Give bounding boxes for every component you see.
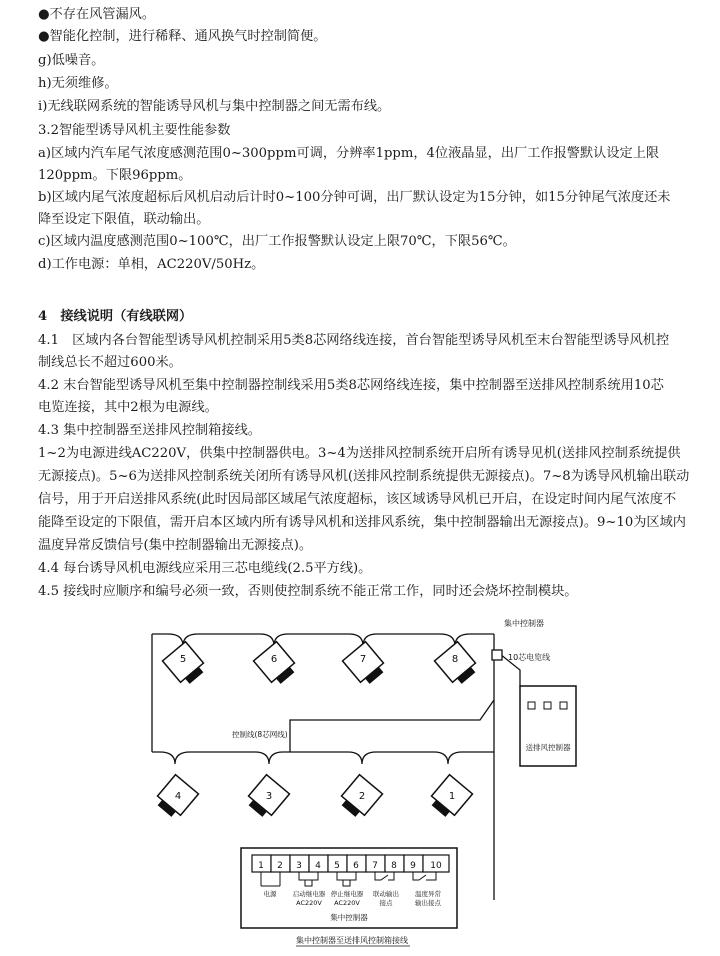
terminal-block [241, 848, 457, 928]
para-4-3-line1: 1~2为电源进线AC220V，供集中控制器供电。3~4为送排风控制系统开启所有诱导见机(送排风控制系统提供 [38, 446, 681, 461]
term-label-link-output: 联动输出 [373, 890, 399, 898]
fan-label: 5 [179, 654, 187, 665]
para-4-5: 4.5 接线时应顺序和编号必须一致，否则使控制系统不能正常工作，同时还会烧坏控制模块。 [38, 584, 578, 599]
cable-label: 10芯电览线 [508, 653, 551, 662]
term-label-temp-output: 输出接点 [415, 899, 441, 907]
para-4-1-line1: 4.1 区域内各台智能型诱导风机控制采用5类8芯网络线连接，首台智能型诱导风机至末台智能型诱导风机控 [38, 333, 670, 348]
para-4-3-line2: 无源接点)。5~6为送排风控制系统关闭所有诱导风机(送排风控制系统提供无源接点)。7~8为诱导风机输出联动 [38, 469, 690, 484]
wiring-diagram [0, 600, 720, 956]
section-3-2-heading: 3.2智能型诱导风机主要性能参数 [38, 123, 231, 138]
param-a-line1: a)区域内汽车尾气浓度感测范围0~300ppm可调，分辨率1ppm，4位液晶显，出厂工作报警默认设定上限 [38, 146, 660, 161]
central-controller-label: 集中控制器 [504, 619, 544, 628]
para-4-2-line1: 4.2 末台智能型诱导风机至集中控制器控制线采用5类8芯网络线连接，集中控制器至送排风控制系统用10芯 [38, 378, 664, 393]
para-4-4: 4.4 每台诱导风机电源线应采用三芯电缆线(2.5平方线)。 [38, 561, 372, 576]
section-4-heading: 4 接线说明（有线联网） [38, 309, 193, 324]
term-label-stop-voltage: AC220V [334, 899, 360, 907]
terminal-number: 5 [334, 861, 340, 871]
bullet-no-leak: ●不存在风管漏风。 [38, 7, 156, 22]
param-d: d)工作电源：单相，AC220V/50Hz。 [38, 257, 265, 272]
exhaust-controller-label: 送排风控制器 [525, 743, 571, 752]
terminal-number: 7 [372, 861, 378, 871]
fan-row-top [163, 642, 480, 688]
terminal-number: 8 [391, 861, 397, 871]
para-4-1-line2: 制线总长不超过600米。 [38, 355, 182, 370]
fan-row-bottom [153, 775, 472, 821]
term-label-start-voltage: AC220V [296, 899, 322, 907]
para-4-3-line3: 信号，用于开启送排风系统(此时因局部区域尾气浓度超标，该区域诱导风机已开启，在设定时间内尾气浓度不 [38, 492, 677, 507]
para-4-3-heading: 4.3 集中控制器至送排风控制箱接线。 [38, 423, 261, 438]
item-h: h)无须维修。 [38, 76, 118, 91]
fan-label: 8 [451, 654, 459, 665]
term-label-link-contact: 接点 [379, 899, 393, 907]
terminal-number: 4 [315, 861, 321, 871]
exhaust-controller-cabinet [520, 686, 576, 766]
fan-label: 1 [448, 791, 456, 802]
item-i: i)无线联网系统的智能诱导风机与集中控制器之间无需布线。 [38, 99, 391, 114]
diagram-caption: 集中控制器至送排风控制箱接线 [296, 936, 408, 945]
item-g: g)低噪音。 [38, 53, 105, 68]
fan-label: 6 [270, 654, 278, 665]
param-c: c)区域内温度感测范围0~100℃，出厂工作报警默认设定上限70℃，下限56℃。 [38, 234, 516, 249]
fan-label: 3 [265, 791, 273, 802]
term-label-stop-relay: 停止继电器 [330, 890, 364, 898]
fan-label: 2 [358, 791, 366, 802]
control-line-label: 控制线(8芯网线) [232, 730, 288, 739]
terminal-number: 6 [353, 861, 359, 871]
terminal-number: 9 [410, 861, 416, 871]
fan-label: 7 [359, 654, 367, 665]
terminal-number: 2 [277, 861, 283, 871]
terminal-number: 1 [258, 861, 264, 871]
param-b-line1: b)区域内尾气浓度超标后风机启动后计时0~100分钟可调，出厂默认设定为15分钟，如15分钟尾气浓度还未 [38, 190, 671, 205]
para-4-3-line5: 温度异常反馈信号(集中控制器输出无源接点)。 [38, 538, 313, 553]
param-a-line2: 120ppm。下限96ppm。 [38, 168, 192, 183]
term-label-start-relay: 启动继电器 [292, 890, 326, 898]
para-4-2-line2: 电览连接，其中2根为电源线。 [38, 400, 218, 415]
para-4-3-line4: 能降至设定的下限值，需开启本区域内所有诱导风机和送排风系统，集中控制器输出无源接点)。9~10为区域内 [38, 515, 686, 530]
terminal-block-title: 集中控制器 [330, 913, 368, 922]
param-b-line2: 降至设定下限值，联动输出。 [38, 212, 210, 227]
bullet-smart-control: ●智能化控制，进行稀释、通风换气时控制简便。 [38, 29, 327, 44]
central-controller-box [492, 650, 502, 660]
fan-label: 4 [174, 791, 182, 802]
term-label-temp-abnormal: 温度异常 [415, 890, 441, 898]
terminal-number: 10 [430, 861, 442, 871]
term-label-power: 电源 [263, 890, 277, 898]
terminal-number: 3 [296, 861, 302, 871]
